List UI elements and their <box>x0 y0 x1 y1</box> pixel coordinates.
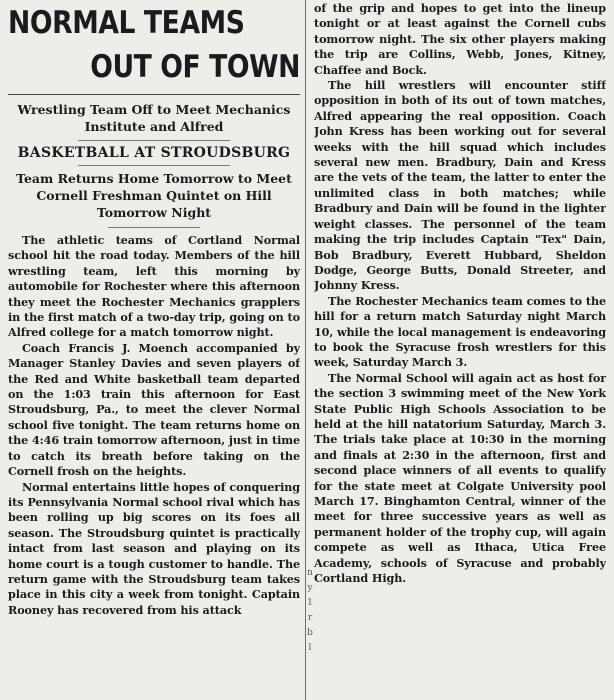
left-column-body <box>8 233 300 618</box>
deck-wrestling: Wrestling Team Off to Meet Mechanics Institute and Alfred <box>17 102 291 134</box>
deck-rule-short <box>78 140 230 141</box>
article-paragraph: The Rochester Mechanics team comes to the hill for a return match Saturday night March 10, while the local management is endeavoring to book the Syracuse frosh wrestlers for this week, Saturday March 3. <box>314 293 606 370</box>
deck-team-returns: Team Returns Home Tomorrow to Meet Cornell Freshman Quintet on Hill Tomorrow Night <box>16 171 292 220</box>
article-paragraph: The athletic teams of Cortland Normal school hit the road today. Members of the hill wrestling team, left this morning by automobile for Rochester where this afternoon they meet the Rochester Mechanics grapplers in the first match of a two-day trip, going on to Alfred college for a match tomorrow night. <box>8 233 300 340</box>
gutter-char: n <box>307 568 313 578</box>
gutter-char: y <box>307 583 313 593</box>
article-paragraph: The hill wrestlers will encounter stiff opposition in both of its out of town matches, Alfred appearing the real opposition. Coach John Kress has been working out for several weeks with the hill squad which includes several new men. Bradbury, Dain and Kress are the vets of the team, the latter to enter the unlimited class in both matches; while Bradbury and Dain will be found in the lighter weight classes. The personnel of the team making the trip includes Captain "Tex" Dain, Bob Bradbury, Everett Hubbard, Sheldon Dodge, George Butts, Donald Streeter, and Johnny Kress. <box>314 78 606 293</box>
gutter-char: 1 <box>307 598 313 608</box>
article-paragraph: Coach Francis J. Moench accompanied by Manager Stanley Davies and seven players of the Red and White basketball team departed on the 1:03 train this afternoon for East Stroudsburg, Pa., to meet the clever Normal school five tonight. The team returns home on the 4:46 train tomorrow afternoon, just in time to catch its breath before taking on the Cornell frosh on the heights. <box>8 340 300 479</box>
left-column <box>8 0 300 700</box>
headline-rule <box>8 94 300 95</box>
headline-line-1: NORMAL TEAMS <box>8 5 245 41</box>
gutter-fragments <box>307 566 313 656</box>
article-paragraph: of the grip and hopes to get into the lineup tonight or at least against the Cornell cubs tomorrow night. The six other players making the trip are Collins, Webb, Jones, Kitney, Chaffee and Bock. <box>314 1 606 77</box>
deck-basketball: BASKETBALL AT STROUDSBURG <box>17 145 291 161</box>
right-column-body <box>314 1 606 586</box>
right-column <box>314 0 606 700</box>
article-paragraph: The Normal School will again act as host for the section 3 swimming meet of the New York State Public High Schools Association to be held at the hill natatorium Saturday, March 3. The trials take place at 10:30 in the morning and finals at 2:30 in the afternoon, first and second place winners of all events to qualify for the state meet at Colgate University pool March 17. Binghamton Central, winner of the meet for three successive years as well as permanent holder of the trophy cup, will again compete as well as Ithaca, Utica Free Academy, schools of Syracuse and probably Cortland High. <box>314 370 606 586</box>
headline-line-2: OUT OF TOWN <box>90 49 300 85</box>
gutter-char: r <box>307 613 313 623</box>
deck-rule-end <box>108 227 200 228</box>
gutter-char: l <box>308 643 312 653</box>
gutter-char: b <box>307 628 313 638</box>
column-divider <box>305 0 306 700</box>
article-paragraph: Normal entertains little hopes of conquering its Pennsylvania Normal school rival which has been rolling up big scores on its foes all season. The Stroudsburg quintet is practically intact from last season and playing on its home court is a tough customer to handle. The return game with the Stroudsburg team takes place in this city a week from tonight. Captain Rooney has recovered from his attack <box>8 479 300 617</box>
deck-rule-short-2 <box>78 165 230 166</box>
